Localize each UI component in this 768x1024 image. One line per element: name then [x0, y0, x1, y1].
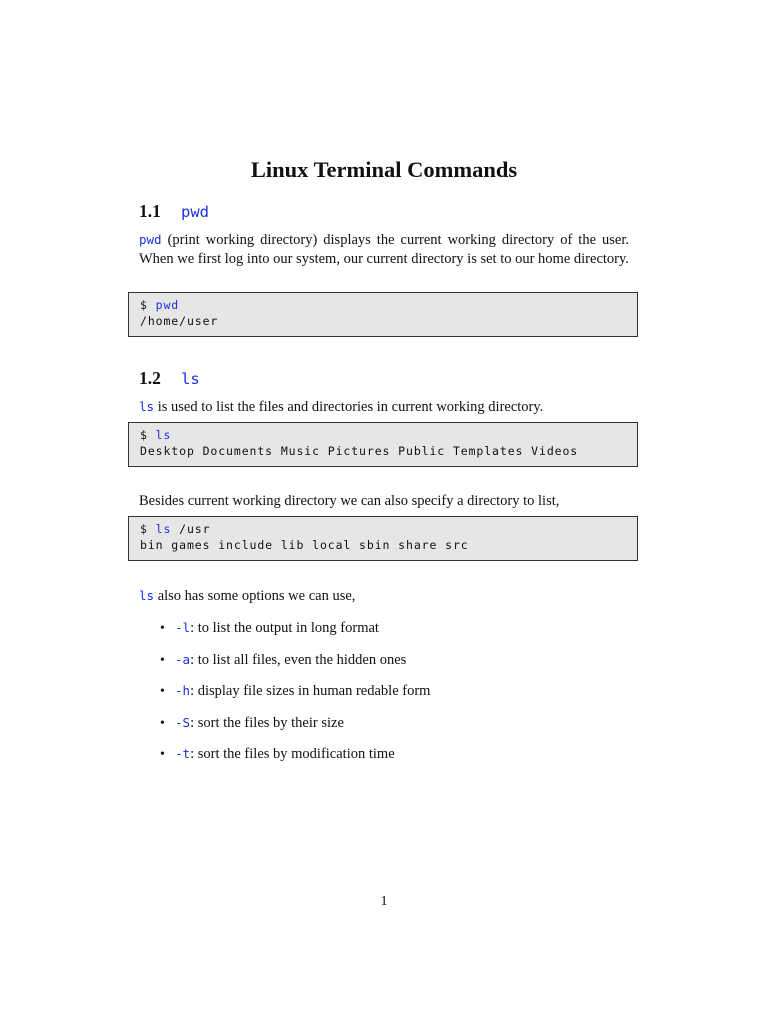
list-item	[160, 681, 620, 713]
option-description: : display file sizes in human redable form	[190, 683, 431, 699]
inline-command: pwd	[139, 232, 162, 247]
list-item	[160, 713, 620, 745]
inline-command: ls	[139, 399, 155, 414]
paragraph-text: is used to list the files and directories in current working directory.	[154, 399, 544, 415]
section-heading-pwd	[139, 200, 209, 223]
code-line-output: /home/user	[140, 314, 219, 328]
bullet-icon: •	[160, 747, 165, 762]
code-prompt: $	[140, 298, 156, 312]
option-description: : to list the output in long format	[190, 620, 379, 636]
ls-description	[139, 398, 629, 417]
bullet-icon: •	[160, 621, 165, 636]
section-command: ls	[181, 370, 200, 388]
ls-options-intro	[139, 587, 629, 606]
section-number: 1.1	[139, 201, 161, 221]
section-heading-ls	[139, 367, 200, 390]
option-flag: -a	[175, 651, 191, 667]
option-description: : to list all files, even the hidden ones	[190, 651, 407, 668]
inline-command: ls	[139, 588, 155, 603]
list-item	[160, 650, 620, 682]
code-command: ls	[155, 428, 172, 442]
code-prompt: $	[140, 522, 156, 536]
code-block-pwd	[128, 292, 638, 337]
section-number: 1.2	[139, 368, 161, 388]
code-line-output: bin games include lib local sbin share src	[140, 538, 469, 552]
bullet-icon: •	[160, 715, 165, 731]
page-number: 1	[380, 894, 388, 909]
option-flag: -l	[175, 620, 191, 635]
option-description: : sort the files by their size	[190, 714, 344, 731]
bullet-icon: •	[160, 684, 165, 699]
paragraph-text: also has some options we can use,	[154, 588, 356, 604]
list-item	[160, 618, 620, 650]
paragraph-text: (print working directory) displays the current working directory of the user. When we first log into our system, our current directory is set to our home directory.	[139, 232, 629, 267]
code-argument: /usr	[171, 522, 211, 536]
code-line-command	[140, 297, 626, 313]
document-title: Linux Terminal Commands	[250, 157, 518, 182]
code-line-command	[140, 521, 626, 537]
option-flag: -t	[175, 746, 191, 761]
code-command: ls	[155, 522, 172, 536]
code-block-ls-usr	[128, 516, 638, 561]
ls-options-list	[160, 618, 620, 776]
option-flag: -S	[175, 714, 191, 730]
option-flag: -h	[175, 683, 191, 698]
ls-directory-paragraph: Besides current working directory we can also specify a directory to list,	[139, 493, 560, 509]
section-command: pwd	[181, 203, 209, 221]
code-block-ls	[128, 422, 638, 467]
bullet-icon: •	[160, 652, 165, 668]
pwd-description	[139, 231, 629, 269]
code-line-command	[140, 427, 626, 443]
code-line-output: Desktop Documents Music Pictures Public Templates Videos	[140, 444, 579, 458]
list-item	[160, 744, 620, 776]
code-command: pwd	[155, 298, 180, 312]
code-prompt: $	[140, 428, 156, 442]
option-description: : sort the files by modification time	[190, 746, 395, 762]
